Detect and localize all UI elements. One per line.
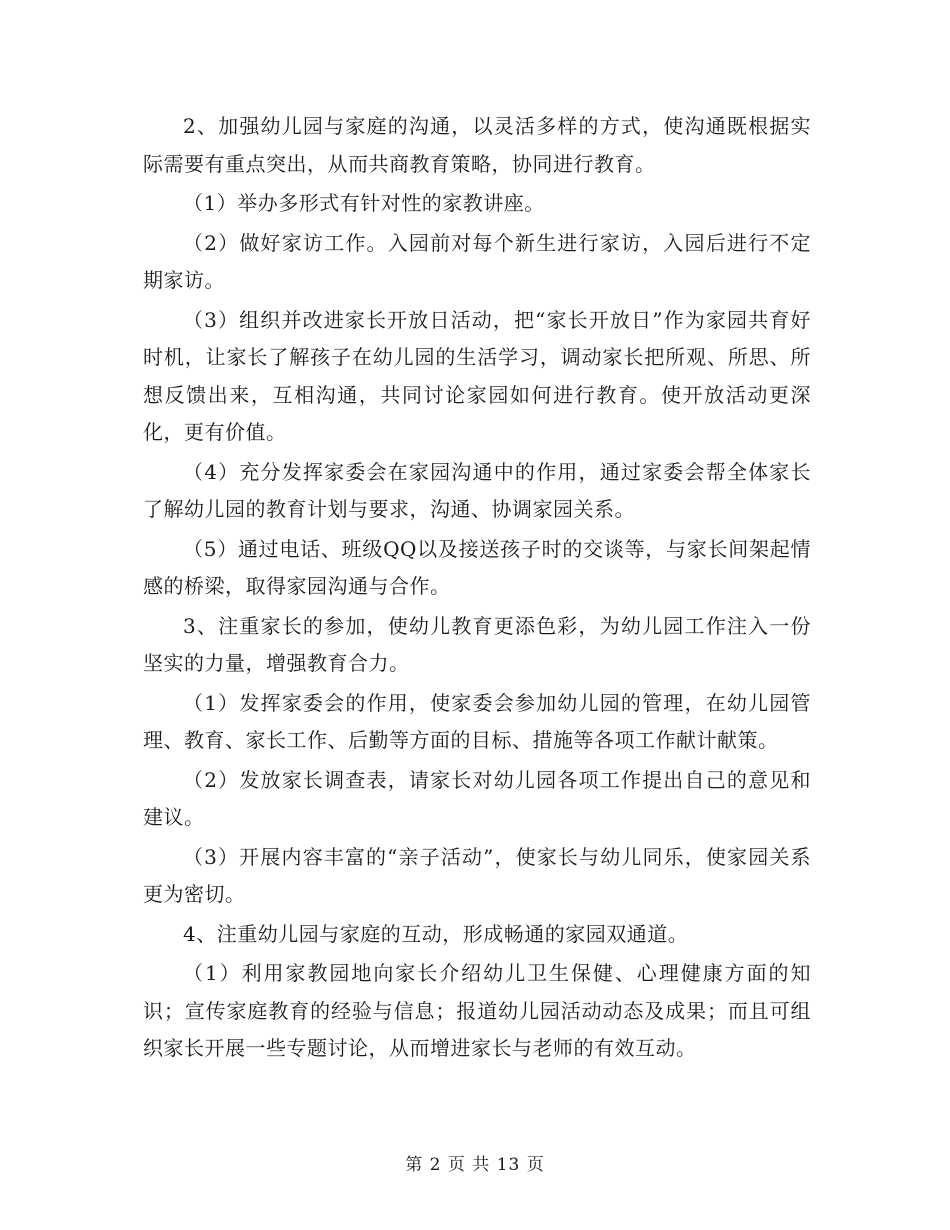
paragraph-item-2-3: （3）组织并改进家长开放日活动，把“家长开放日”作为家园共育好时机，让家长了解孩子在幼儿园的生活学习，调动家长把所观、所思、所想反馈出来，互相沟通，共同讨论家园如何进行教育。使开放活动更深化，更有价值。 xyxy=(143,307,811,444)
paragraph-item-2-1: （1）举办多形式有针对性的家教讲座。 xyxy=(183,191,545,215)
paragraph-item-2-2: （2）做好家访工作。入园前对每个新生进行家访，入园后进行不定期家访。 xyxy=(143,230,811,292)
document-body xyxy=(143,108,811,1070)
page-number-footer: 第 2 页 共 13 页 xyxy=(405,1155,545,1175)
paragraph-section-3: 3、注重家长的参加，使幼儿教育更添色彩，为幼儿园工作注入一份坚实的力量，增强教育合力。 xyxy=(143,613,811,675)
paragraph-section-4: 4、注重幼儿园与家庭的互动，形成畅通的家园双通道。 xyxy=(183,921,689,946)
paragraph-item-2-5: （5）通过电话、班级QQ以及接送孩子时的交谈等，与家长间架起情感的桥梁，取得家园沟通与合作。 xyxy=(143,536,811,598)
paragraph-item-3-1: （1）发挥家委会的作用，使家委会参加幼儿园的管理，在幼儿园管理、教育、家长工作、后勤等方面的目标、措施等各项工作献计献策。 xyxy=(143,690,811,752)
paragraph-item-4-1: （1）利用家教园地向家长介绍幼儿卫生保健、心理健康方面的知识；宣传家庭教育的经验与信息；报道幼儿园活动动态及成果；而且可组织家长开展一些专题讨论，从而增进家长与老师的有效互动。 xyxy=(143,961,811,1060)
paragraph-item-2-4: （4）充分发挥家委会在家园沟通中的作用，通过家委会帮全体家长了解幼儿园的教育计划与要求，沟通、协调家园关系。 xyxy=(143,459,811,521)
paragraph-item-3-3: （3）开展内容丰富的“亲子活动”，使家长与幼儿同乐，使家园关系更为密切。 xyxy=(143,844,811,906)
paragraph-item-3-2: （2）发放家长调查表，请家长对幼儿园各项工作提出自己的意见和建议。 xyxy=(143,767,811,829)
paragraph-section-2: 2、加强幼儿园与家庭的沟通，以灵活多样的方式，使沟通既根据实际需要有重点突出，从而共商教育策略，协同进行教育。 xyxy=(143,114,811,176)
